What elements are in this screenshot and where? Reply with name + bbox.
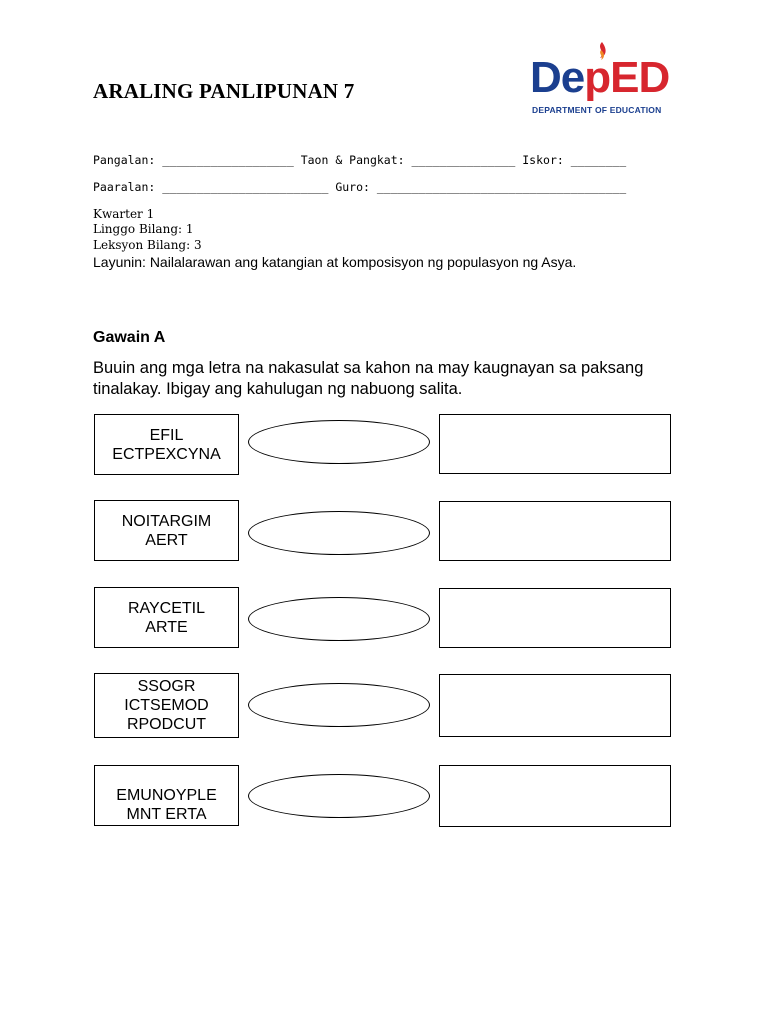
page-title: ARALING PANLIPUNAN 7 [93, 79, 355, 103]
scrambled-word-box-4: SSOGR ICTSEMOD RPODCUT [94, 673, 239, 738]
answer-oval-1[interactable] [248, 420, 430, 464]
answer-oval-5[interactable] [248, 774, 430, 818]
answer-oval-4[interactable] [248, 683, 430, 727]
scrambled-word-box-2: NOITARGIM AERT [94, 500, 239, 561]
scrambled-word-box-1: EFIL ECTPEXCYNA [94, 414, 239, 475]
lesson-label: Leksyon Bilang: 3 [93, 238, 202, 252]
scrambled-word-box-3: RAYCETIL ARTE [94, 587, 239, 648]
answer-oval-3[interactable] [248, 597, 430, 641]
school-teacher-row: Paaralan: ________________________ Guro: ____________________________________ [93, 180, 627, 194]
week-label: Linggo Bilang: 1 [93, 222, 194, 236]
scrambled-word-box-5: EMUNOYPLE MNT ERTA [94, 765, 239, 826]
quarter-label: Kwarter 1 [93, 207, 155, 221]
meaning-box-5[interactable] [439, 765, 671, 827]
objective-text: Layunin: Nailalarawan ang katangian at komposisyon ng populasyon ng Asya. [93, 254, 577, 270]
deped-logo [530, 40, 690, 120]
meaning-box-3[interactable] [439, 588, 671, 648]
activity-instructions: Buuin ang mga letra na nakasulat sa kahon na may kaugnayan sa paksang tinalakay. Ibigay ang kahulugan ng nabuong salita. [93, 359, 644, 398]
activity-title: Gawain A [93, 329, 166, 346]
meaning-box-2[interactable] [439, 501, 671, 561]
meaning-box-1[interactable] [439, 414, 671, 474]
logo-subtitle: DEPARTMENT OF EDUCATION [532, 105, 662, 115]
logo-wordmark: DepED [530, 53, 670, 102]
name-grade-score-row: Pangalan: ___________________ Taon & Pangkat: _______________ Iskor: ________ [93, 153, 627, 167]
meaning-box-4[interactable] [439, 674, 671, 737]
answer-oval-2[interactable] [248, 511, 430, 555]
